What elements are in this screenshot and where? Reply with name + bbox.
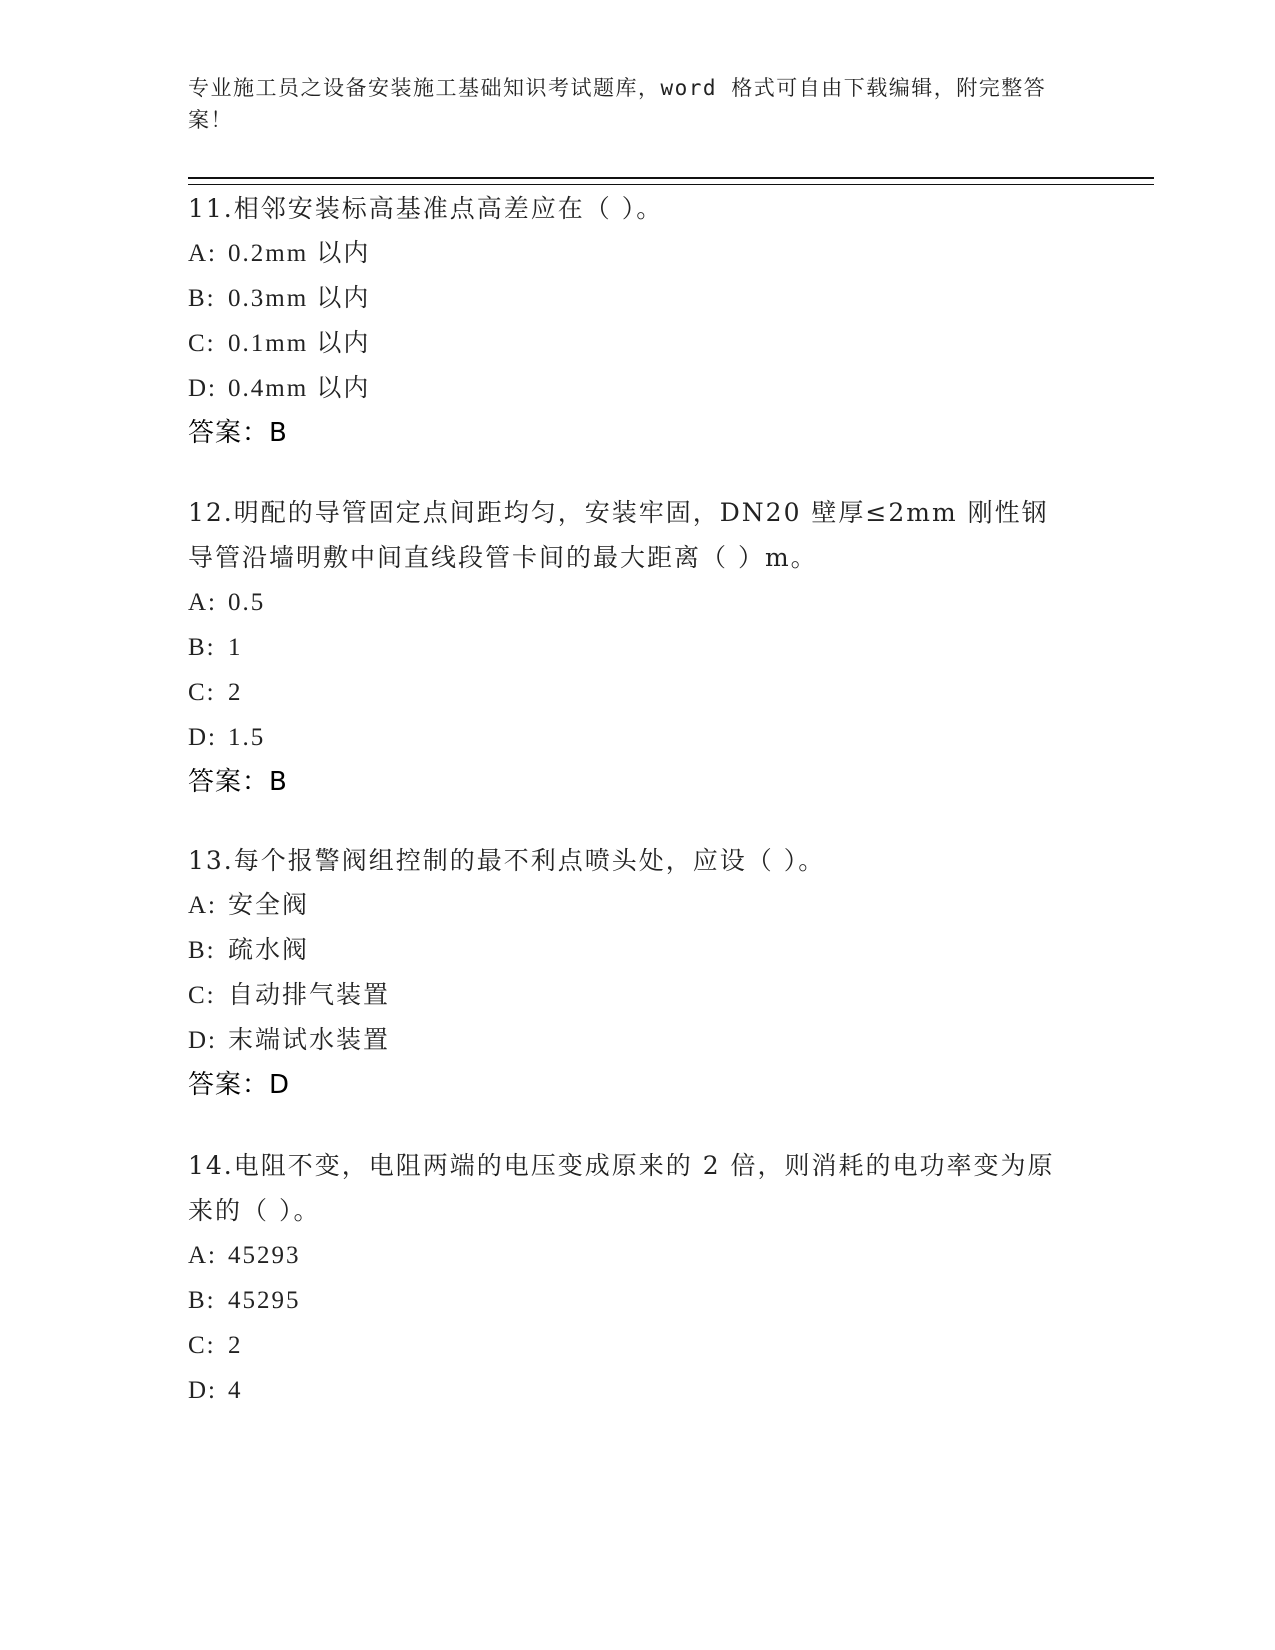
- option-text: 45293: [228, 1242, 301, 1269]
- document-header: 专业施工员之设备安装施工基础知识考试题库，word 格式可自由下载编辑，附完整答案！: [188, 76, 1047, 132]
- question-12: [188, 490, 1068, 805]
- question-stem: 13.每个报警阀组控制的最不利点喷头处，应设（ ）。: [188, 846, 826, 875]
- option-text: 末端试水装置: [228, 1027, 391, 1054]
- option-letter: D:: [188, 375, 217, 402]
- option-a: [188, 1233, 1068, 1278]
- question-14: [188, 1143, 1068, 1413]
- header-rule-thin: [188, 184, 1154, 185]
- option-letter: C:: [188, 330, 216, 357]
- option-a: [188, 580, 1068, 625]
- option-letter: A:: [188, 1242, 217, 1269]
- option-d: [188, 715, 1068, 760]
- option-text: 0.5: [228, 589, 266, 616]
- option-letter: B:: [188, 937, 216, 964]
- option-letter: D:: [188, 1377, 217, 1404]
- question-stem: 14.电阻不变，电阻两端的电压变成原来的 2 倍，则消耗的电功率变为原来的（ ）。: [188, 1151, 1055, 1225]
- answer-line: 答案：B: [188, 418, 288, 448]
- option-a: [188, 883, 1088, 928]
- option-text: 疏水阀: [228, 937, 310, 964]
- option-text: 0.1mm 以内: [228, 330, 371, 357]
- option-letter: C:: [188, 982, 216, 1009]
- option-text: 4: [228, 1377, 243, 1404]
- option-b: [188, 625, 1068, 670]
- option-letter: D:: [188, 1027, 217, 1054]
- option-letter: B:: [188, 1287, 216, 1314]
- option-text: 自动排气装置: [228, 982, 391, 1009]
- option-b: [188, 1278, 1068, 1323]
- option-d: [188, 1368, 1068, 1413]
- option-letter: C:: [188, 679, 216, 706]
- option-text: 2: [228, 679, 243, 706]
- option-text: 0.3mm 以内: [228, 285, 371, 312]
- question-11: [188, 186, 1088, 456]
- header-rule-thick: [188, 177, 1154, 179]
- question-13: [188, 838, 1088, 1108]
- question-stem: 11.相邻安装标高基准点高差应在（ ）。: [188, 194, 664, 223]
- option-text: 0.4mm 以内: [228, 375, 371, 402]
- answer-line: 答案：B: [188, 767, 288, 797]
- option-text: 45295: [228, 1287, 301, 1314]
- option-c: [188, 670, 1068, 715]
- option-d: [188, 366, 1088, 411]
- option-c: [188, 1323, 1068, 1368]
- option-a: [188, 231, 1088, 276]
- option-text: 0.2mm 以内: [228, 240, 371, 267]
- option-letter: D:: [188, 724, 217, 751]
- option-letter: A:: [188, 240, 217, 267]
- option-letter: C:: [188, 1332, 216, 1359]
- option-text: 1: [228, 634, 243, 661]
- option-b: [188, 928, 1088, 973]
- option-letter: A:: [188, 892, 217, 919]
- option-letter: A:: [188, 589, 217, 616]
- option-c: [188, 321, 1088, 366]
- option-b: [188, 276, 1088, 321]
- option-text: 安全阀: [228, 892, 310, 919]
- option-text: 1.5: [228, 724, 266, 751]
- option-c: [188, 973, 1088, 1018]
- option-letter: B:: [188, 634, 216, 661]
- question-stem: 12.明配的导管固定点间距均匀，安装牢固，DN20 壁厚≤2mm 刚性钢导管沿墙明敷中间直线段管卡间的最大距离（ ）m。: [188, 498, 1049, 572]
- option-d: [188, 1018, 1088, 1063]
- option-text: 2: [228, 1332, 243, 1359]
- answer-line: 答案：D: [188, 1070, 291, 1100]
- option-letter: B:: [188, 285, 216, 312]
